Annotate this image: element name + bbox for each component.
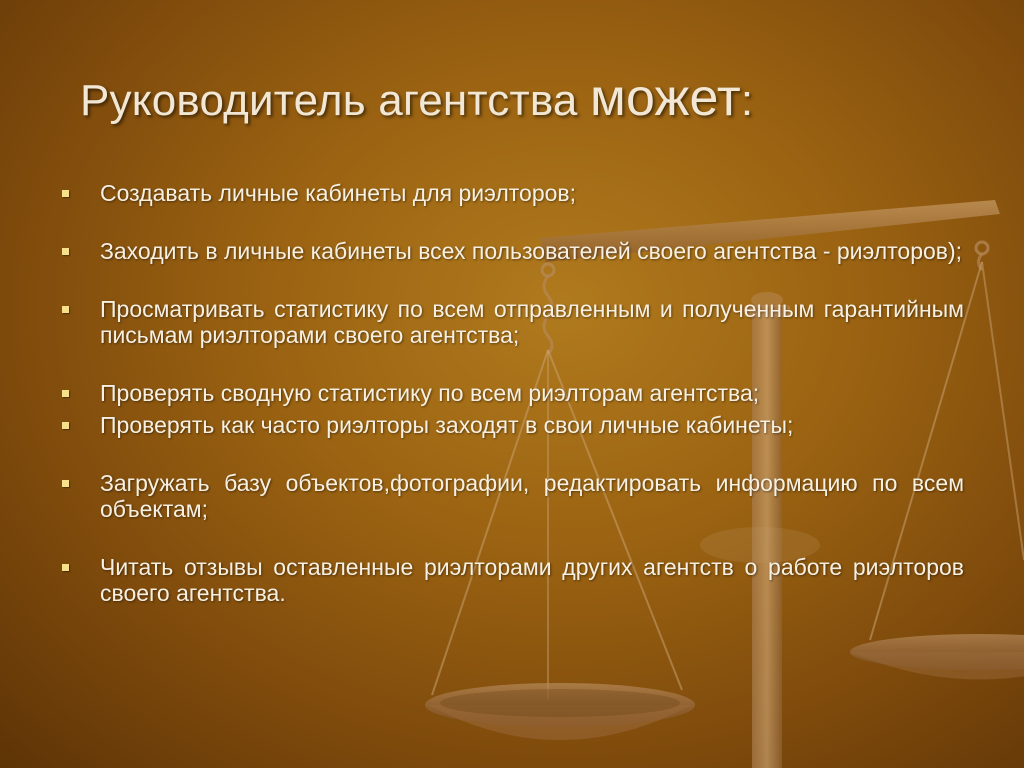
slide-title (80, 68, 753, 128)
bullet-text: Просматривать статистику по всем отправленным и полученным гарантийным письмам риэлторами своего агентства; (100, 296, 964, 348)
bullet-text: Заходить в личные кабинеты всех пользователей своего агентства - риэлторов); (100, 238, 963, 264)
bullet-item (60, 554, 964, 606)
bullet-list (60, 180, 964, 606)
bullet-item (60, 412, 964, 438)
title-main: Руководитель агентства (80, 76, 590, 125)
title-colon: : (740, 76, 754, 125)
square-bullet-icon (62, 564, 69, 571)
bullet-text: Проверять сводную статистику по всем риэлторам агентства; (100, 380, 760, 406)
bullet-text: Проверять как часто риэлторы заходят в свои личные кабинеты; (100, 412, 794, 438)
bullet-text: Создавать личные кабинеты для риэлторов; (100, 180, 577, 206)
title-emphasis: может (590, 69, 741, 127)
bullet-item (60, 180, 964, 206)
square-bullet-icon (62, 190, 69, 197)
square-bullet-icon (62, 422, 69, 429)
bullet-item (60, 238, 964, 264)
square-bullet-icon (62, 248, 69, 255)
bullet-text: Загружать базу объектов,фотографии, редактировать информацию по всем объектам; (100, 470, 964, 522)
bullet-text: Читать отзывы оставленные риэлторами других агентств о работе риэлторов своего агентства. (100, 554, 964, 606)
square-bullet-icon (62, 480, 69, 487)
square-bullet-icon (62, 390, 69, 397)
square-bullet-icon (62, 306, 69, 313)
bullet-item (60, 380, 964, 406)
bullet-item (60, 296, 964, 348)
bullet-item (60, 470, 964, 522)
